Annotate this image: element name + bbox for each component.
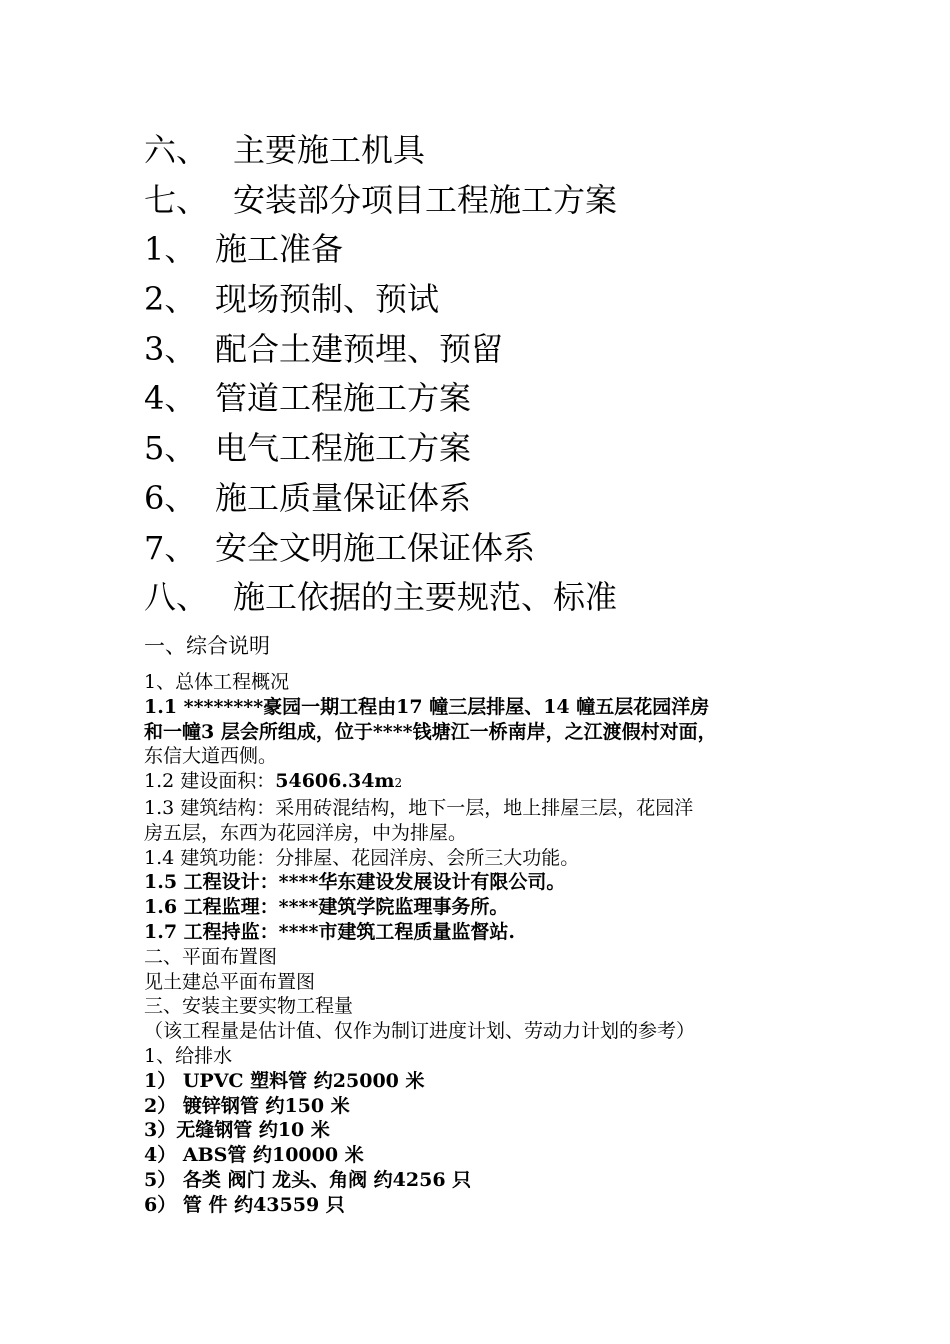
toc-item-number: 1、 (144, 230, 197, 269)
toc-item-number: 7、 (144, 528, 197, 567)
section-heading: 二、平面布置图 (144, 945, 278, 968)
subsection-heading: 1、给排水 (144, 1044, 233, 1067)
area-value: 54606.34m (275, 770, 395, 793)
toc-item-number: 6、 (144, 478, 197, 517)
table-of-contents (144, 126, 904, 623)
list-item: 4） ABS管 约10000 米 (144, 1144, 364, 1167)
toc-item-text: 安全文明施工保证体系 (215, 528, 536, 567)
paragraph-line: 房五层，东西为花园洋房，中为排屋。 (144, 821, 468, 844)
toc-item (144, 424, 904, 474)
document-body (144, 632, 824, 1218)
toc-item (144, 325, 904, 375)
list-item: 6） 管 件 约43559 只 (144, 1193, 345, 1216)
paragraph-line: 1.1 ********豪园一期工程由17 幢三层排屋、14 幢五层花园洋房 (144, 695, 710, 718)
paragraph-line: 1.6 工程监理：****建筑学院监理事务所。 (144, 896, 509, 919)
toc-item-text: 电气工程施工方案 (215, 429, 472, 468)
toc-item-text: 施工质量保证体系 (215, 478, 472, 517)
list-item: 2） 镀锌钢管 约150 米 (144, 1094, 350, 1117)
toc-item (144, 524, 904, 574)
area-unit-superscript: 2 (394, 776, 403, 791)
toc-item-text: 主要施工机具 (233, 131, 426, 169)
list-item: 3）无缝钢管 约10 米 (144, 1119, 330, 1142)
toc-item-text: 施工准备 (215, 230, 344, 269)
list-item: 1） UPVC 塑料管 约25000 米 (144, 1069, 425, 1092)
toc-item-number: 3、 (144, 329, 197, 368)
toc-item-text: 现场预制、预试 (215, 280, 440, 319)
toc-item-text: 施工依据的主要规范、标准 (233, 578, 618, 617)
toc-item (144, 225, 904, 275)
paragraph-line (144, 769, 824, 796)
toc-item-number: 5、 (144, 429, 197, 468)
paragraph-line: 东信大道西侧。 (144, 745, 278, 768)
paragraph-line: 见土建总平面布置图 (144, 970, 316, 993)
paragraph-line: 1.4 建筑功能：分排屋、花园洋房、会所三大功能。 (144, 846, 580, 869)
paragraph-line: 1.7 工程持监：****市建筑工程质量监督站. (144, 920, 516, 943)
section-heading: 一、综合说明 (144, 634, 270, 658)
toc-item (144, 573, 904, 623)
toc-item (144, 126, 904, 176)
toc-item-number: 六、 (144, 131, 209, 169)
toc-item (144, 374, 904, 424)
list-item: 5） 各类 阀门 龙头、角阀 约4256 只 (144, 1168, 472, 1191)
section-heading: 三、安装主要实物工程量 (144, 995, 354, 1018)
toc-item (144, 474, 904, 524)
subsection-heading: 1、总体工程概况 (144, 671, 290, 693)
toc-item (144, 176, 904, 226)
toc-item (144, 275, 904, 325)
area-label: 1.2 建设面积： (144, 770, 276, 793)
toc-item-text: 管道工程施工方案 (215, 379, 472, 418)
paragraph-line: （该工程量是估计值、仅作为制订进度计划、劳动力计划的参考） (144, 1020, 696, 1043)
toc-item-number: 4、 (144, 379, 197, 418)
paragraph-line: 1.5 工程设计：****华东建设发展设计有限公司。 (144, 871, 566, 894)
paragraph-line: 1.3 建筑结构：采用砖混结构，地下一层，地上排屋三层，花园洋 (144, 796, 694, 819)
toc-item-text: 安装部分项目工程施工方案 (233, 180, 618, 219)
toc-item-number: 八、 (144, 578, 209, 617)
paragraph-line: 和一幢3 层会所组成，位于****钱塘江一桥南岸，之江渡假村对面， (144, 720, 717, 743)
toc-item-text: 配合土建预埋、预留 (215, 329, 504, 368)
toc-item-number: 2、 (144, 280, 197, 319)
toc-item-number: 七、 (144, 180, 209, 219)
